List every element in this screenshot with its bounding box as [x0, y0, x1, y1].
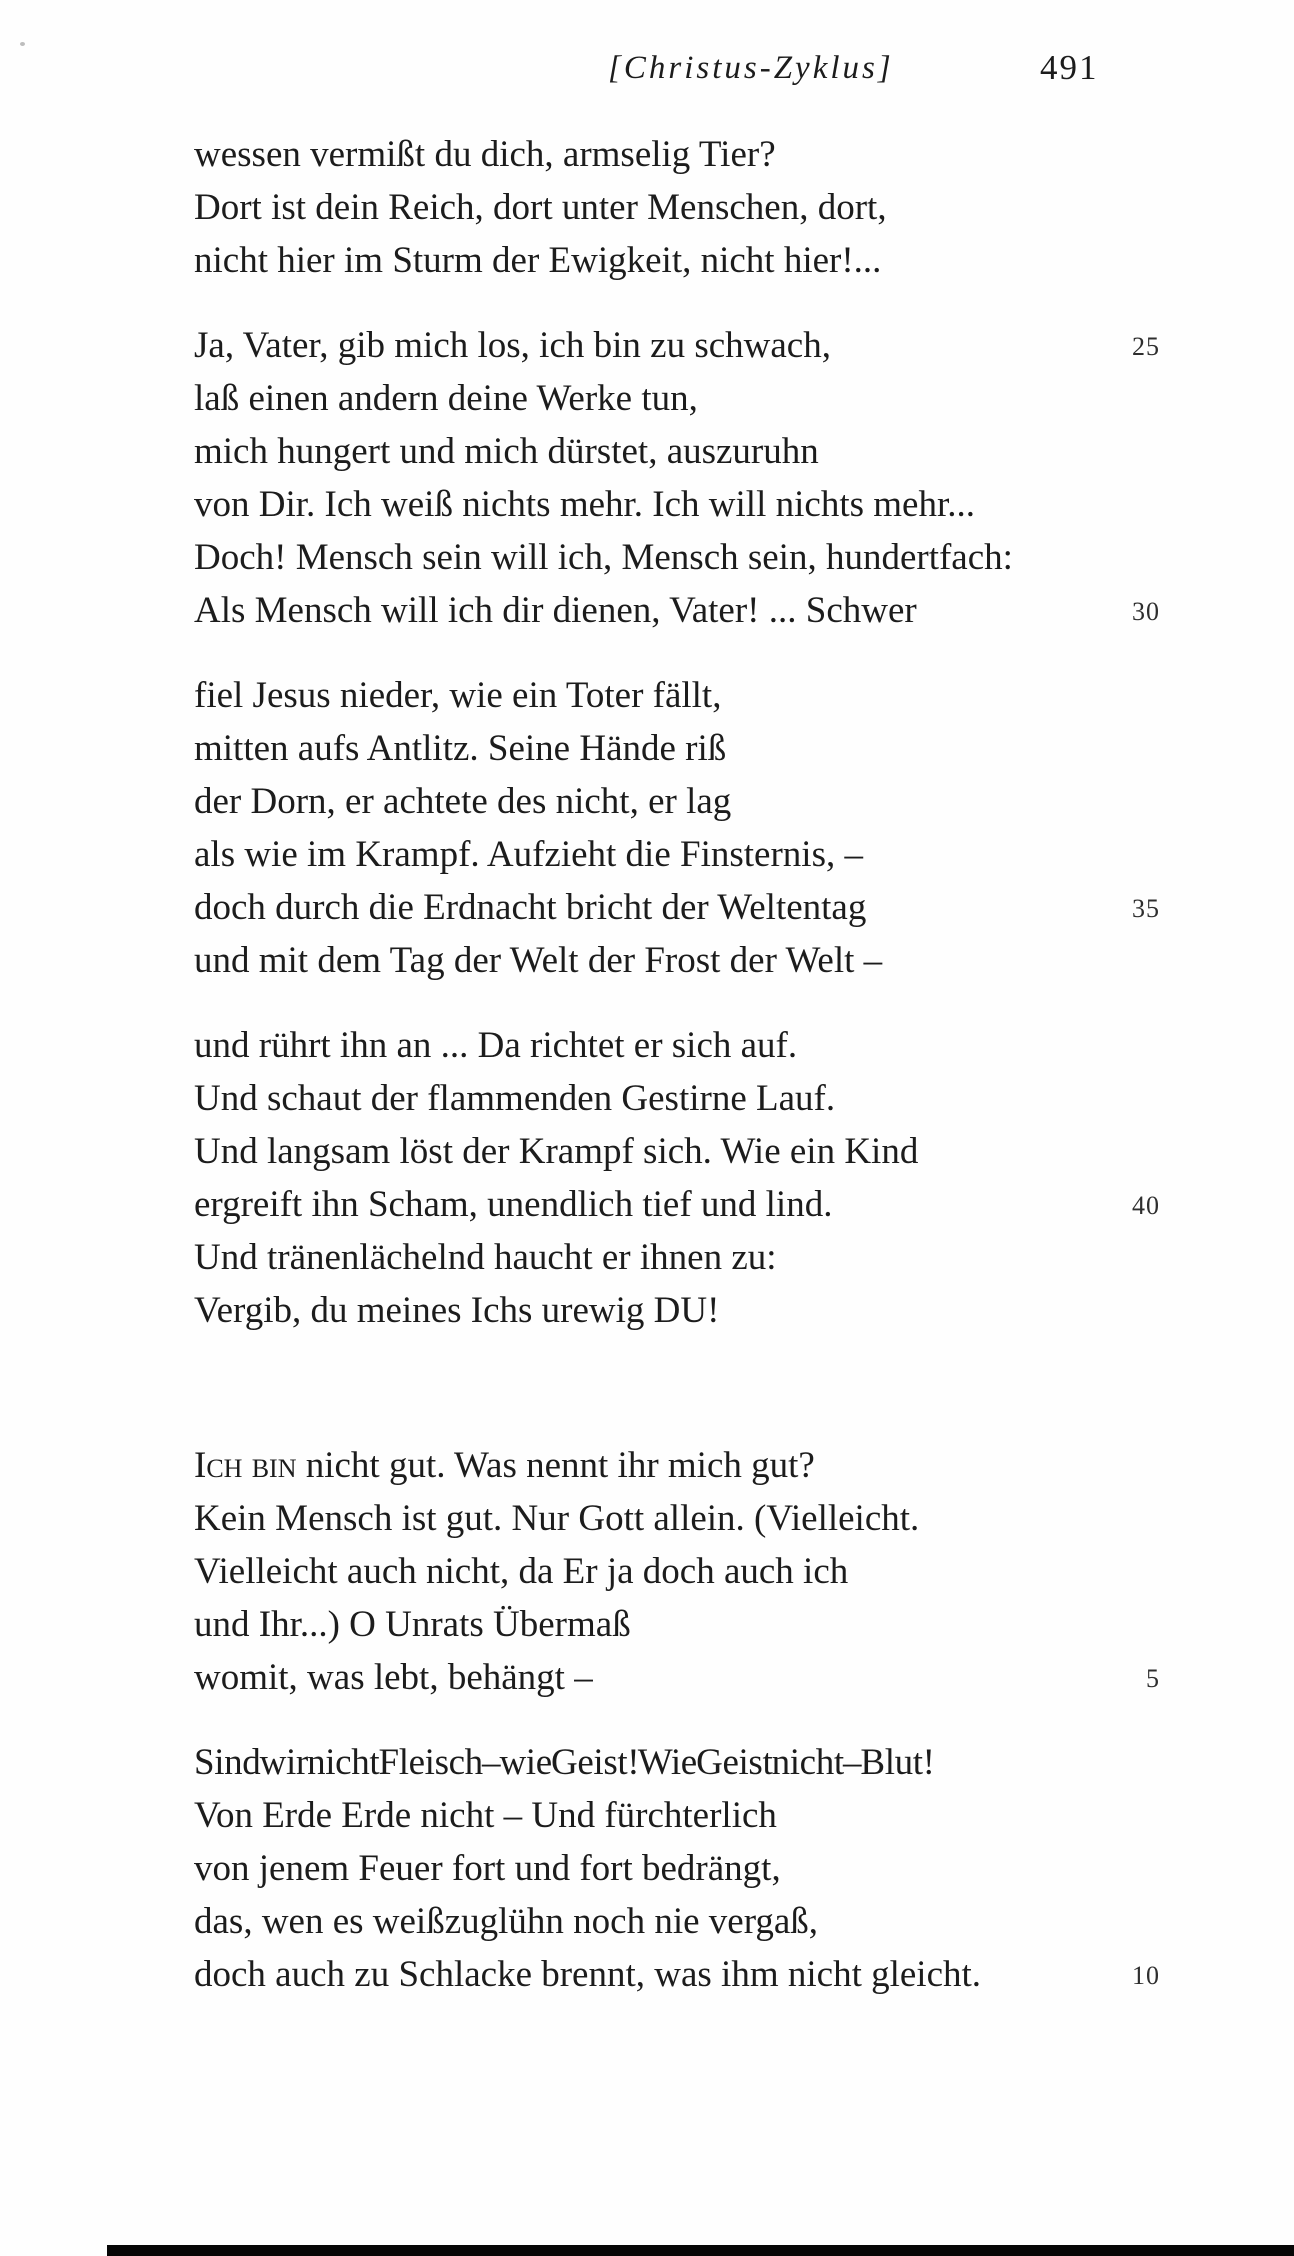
- poem-line: [194, 1895, 1204, 1948]
- poem-line: [194, 319, 1204, 372]
- poem-line-text: fiel Jesus nieder, wie ein Toter fällt,: [194, 675, 722, 716]
- poem-line-text: Als Mensch will ich dir dienen, Vater! ... Schwer: [194, 590, 917, 631]
- page-number: 491: [1040, 48, 1099, 87]
- poem-line-text: nicht hier im Sturm der Ewigkeit, nicht hier!...: [194, 240, 882, 281]
- poem-line: [194, 234, 1204, 287]
- margin-line-number: 30: [1132, 597, 1160, 626]
- poem-line: [194, 584, 1204, 637]
- stanza: [194, 1736, 1204, 2001]
- margin-line-number: 5: [1146, 1664, 1160, 1693]
- poem-line-text: der Dorn, er achtete des nicht, er lag: [194, 781, 732, 822]
- poem-line-text: womit, was lebt, behängt –: [194, 1657, 593, 1698]
- poem-line: [194, 1492, 1204, 1545]
- poem-line: [194, 1789, 1204, 1842]
- poem-line-text: doch durch die Erdnacht bricht der Weltentag: [194, 887, 867, 928]
- poem-line: [194, 1284, 1204, 1337]
- poem-line: [194, 1948, 1204, 2001]
- poem-line: [194, 1178, 1204, 1231]
- poem-line-text: Ich bin nicht gut. Was nennt ihr mich gut?: [194, 1445, 815, 1486]
- poem-line-text: und Ihr...) O Unrats Übermaß: [194, 1604, 631, 1645]
- scan-edge-bar: [107, 2245, 1294, 2256]
- poem-line-text: Und schaut der flammenden Gestirne Lauf.: [194, 1078, 836, 1119]
- poem-body: [194, 128, 1204, 2001]
- poem-line: [194, 1598, 1204, 1651]
- margin-line-number: 40: [1132, 1191, 1160, 1220]
- stanza: [194, 128, 1204, 287]
- poem-line-text: von Dir. Ich weiß nichts mehr. Ich will nichts mehr...: [194, 484, 975, 525]
- poem-line-text: Vergib, du meines Ichs urewig DU!: [194, 1290, 720, 1331]
- poem-line: [194, 1651, 1204, 1704]
- poem-line: [194, 128, 1204, 181]
- stanza: [194, 1439, 1204, 1704]
- poem-line-text: Ja, Vater, gib mich los, ich bin zu schwach,: [194, 325, 831, 366]
- poem-line: [194, 1231, 1204, 1284]
- poem-line-text: Von Erde Erde nicht – Und fürchterlich: [194, 1795, 777, 1836]
- poem-line-text: ergreift ihn Scham, unendlich tief und lind.: [194, 1184, 833, 1225]
- poem-line-text: Doch! Mensch sein will ich, Mensch sein, hundertfach:: [194, 537, 1013, 578]
- margin-line-number: 10: [1132, 1961, 1160, 1990]
- poem-line-text: Vielleicht auch nicht, da Er ja doch auch ich: [194, 1551, 849, 1592]
- poem-line-text: wessen vermißt du dich, armselig Tier?: [194, 134, 776, 175]
- poem-line-text: Und tränenlächelnd haucht er ihnen zu:: [194, 1237, 777, 1278]
- poem-line-text: mitten aufs Antlitz. Seine Hände riß: [194, 728, 727, 769]
- margin-line-number: 25: [1132, 332, 1160, 361]
- poem-line: [194, 775, 1204, 828]
- poem-line-text: laß einen andern deine Werke tun,: [194, 378, 698, 419]
- poem-line: [194, 1125, 1204, 1178]
- poem-line-text: mich hungert und mich dürstet, auszuruhn: [194, 431, 819, 472]
- poem-line: [194, 181, 1204, 234]
- poem-line: [194, 1545, 1204, 1598]
- poem-line-text: Sind wir nicht Fleisch – wie Geist! Wie Geist nicht – Blut!: [194, 1742, 935, 1783]
- poem-line: [194, 1019, 1204, 1072]
- margin-line-number: 35: [1132, 894, 1160, 923]
- poem-line: [194, 881, 1204, 934]
- scan-speck: [20, 42, 25, 46]
- poem-line-text: Kein Mensch ist gut. Nur Gott allein. (Vielleicht.: [194, 1498, 920, 1539]
- poem-line: [194, 669, 1204, 722]
- poem-line-text: doch auch zu Schlacke brennt, was ihm nicht gleicht.: [194, 1954, 982, 1995]
- poem-2: [194, 1439, 1204, 2001]
- small-caps-opening: Ich bin: [194, 1445, 297, 1486]
- poem-line-text: Dort ist dein Reich, dort unter Menschen, dort,: [194, 187, 887, 228]
- poem-line-text: Und langsam löst der Krampf sich. Wie ein Kind: [194, 1131, 919, 1172]
- poem-line: [194, 372, 1204, 425]
- poem-line: [194, 934, 1204, 987]
- poem-line: [194, 531, 1204, 584]
- poem-line: [194, 425, 1204, 478]
- running-header: [0, 48, 1294, 98]
- poem-line-text: und rührt ihn an ... Da richtet er sich auf.: [194, 1025, 798, 1066]
- poem-line-text: als wie im Krampf. Aufzieht die Finsternis, –: [194, 834, 863, 875]
- poem-line: [194, 478, 1204, 531]
- stanza: [194, 669, 1204, 987]
- stanza: [194, 1019, 1204, 1337]
- poem-1: [194, 128, 1204, 1337]
- poem-line: [194, 1842, 1204, 1895]
- poem-line: [194, 1736, 1204, 1789]
- poem-line: [194, 1072, 1204, 1125]
- poem-line: [194, 828, 1204, 881]
- poem-line-text: und mit dem Tag der Welt der Frost der Welt –: [194, 940, 883, 981]
- chapter-title: [Christus-Zyklus]: [608, 50, 894, 86]
- poem-line-text: von jenem Feuer fort und fort bedrängt,: [194, 1848, 781, 1889]
- poem-line-text: das, wen es weißzuglühn noch nie vergaß,: [194, 1901, 819, 1942]
- poem-line: [194, 1439, 1204, 1492]
- poem-line: [194, 722, 1204, 775]
- stanza: [194, 319, 1204, 637]
